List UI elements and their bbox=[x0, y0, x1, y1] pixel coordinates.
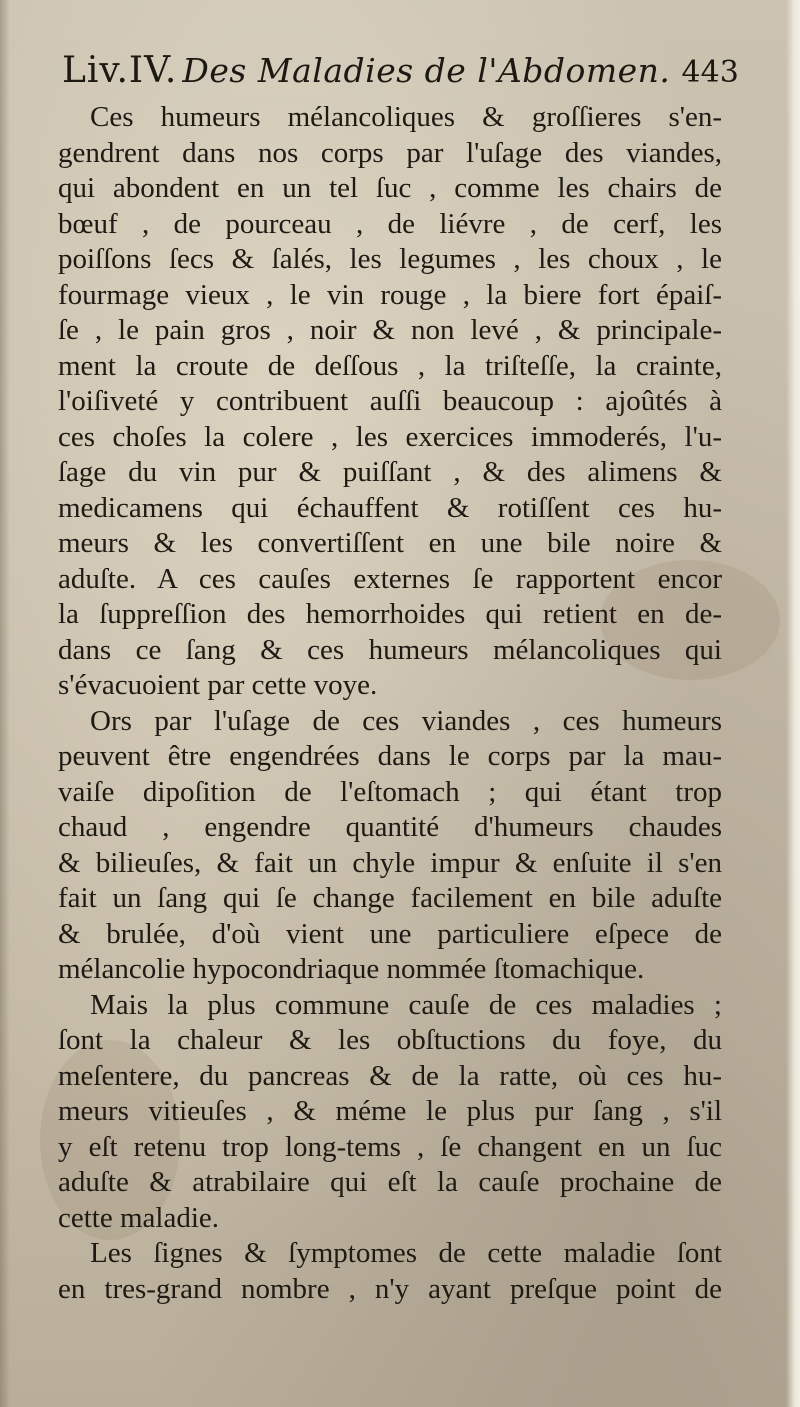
text-line: gendrent dans nos corps par l'uſage des viandes, bbox=[58, 136, 722, 169]
book-number: Liv.IV. bbox=[62, 50, 178, 91]
text-line: ſont la chaleur & les obſtuctions du foye, du bbox=[58, 1024, 722, 1056]
text-line: poiſſons ſecs & ſalés, les legumes , les choux , le bbox=[58, 243, 722, 275]
text-line: Mais la plus commune cauſe de ces maladies ; bbox=[90, 988, 722, 1021]
text-line: & brulée, d'où vient une particuliere eſpece de bbox=[58, 917, 722, 950]
text-line: fourmage vieux , le vin rouge , la biere fort épaiſ- bbox=[58, 278, 722, 311]
text-line: meurs & les convertiſſent en une bile noire & bbox=[58, 527, 722, 559]
text-line: aduſte & atrabilaire qui eſt la cauſe prochaine de bbox=[58, 1166, 722, 1198]
page-edge bbox=[786, 0, 800, 1407]
text-line: meurs vitieuſes , & méme le plus pur ſang , s'il bbox=[58, 1095, 722, 1127]
text-line: y eſt retenu trop long-tems , ſe changent en un ſuc bbox=[58, 1130, 722, 1163]
text-line: Ces humeurs mélancoliques & groſſieres s'en- bbox=[90, 101, 722, 133]
text-line: Ors par l'uſage de ces viandes , ces humeurs bbox=[90, 704, 722, 737]
page-gutter-shadow bbox=[0, 0, 10, 1407]
text-line: aduſte. A ces cauſes externes ſe rapportent encor bbox=[58, 562, 722, 595]
body-text bbox=[58, 100, 722, 1307]
running-header bbox=[62, 50, 739, 100]
text-line: ces choſes la colere , les exercices immoderés, l'u- bbox=[58, 420, 722, 453]
text-line: en tres-grand nombre , n'y ayant preſque point de bbox=[58, 1272, 722, 1305]
text-line: fait un ſang qui ſe change facilement en bile aduſte bbox=[58, 882, 722, 914]
text-line: bœuf , de pourceau , de liévre , de cerf, les bbox=[58, 207, 722, 240]
running-title: Des Maladies de l'Abdomen. bbox=[182, 51, 671, 90]
text-line: Les ſignes & ſymptomes de cette maladie ſont bbox=[90, 1237, 722, 1269]
text-line: ment la croute de deſſous , la triſteſſe, la crainte, bbox=[58, 349, 722, 382]
text-line: l'oiſiveté y contribuent auſſi beaucoup : ajoûtés à bbox=[58, 385, 722, 417]
text-line: ſe , le pain gros , noir & non levé , & principale- bbox=[58, 314, 722, 346]
text-line: medicamens qui échauffent & rotiſſent ces hu- bbox=[58, 491, 722, 524]
text-line: la ſuppreſſion des hemorrhoides qui retient en de- bbox=[58, 598, 722, 630]
text-line: dans ce ſang & ces humeurs mélancoliques qui bbox=[58, 633, 722, 666]
text-line: chaud , engendre quantité d'humeurs chaudes bbox=[58, 811, 722, 843]
text-line: meſentere, du pancreas & de la ratte, où ces hu- bbox=[58, 1059, 722, 1092]
text-line: mélancolie hypocondriaque nommée ſtomachique. bbox=[58, 953, 645, 985]
page-number: 443 bbox=[681, 55, 739, 90]
text-line: & bilieuſes, & fait un chyle impur & enſuite il s'en bbox=[58, 846, 722, 879]
text-line: vaiſe dipoſition de l'eſtomach ; qui étant trop bbox=[58, 775, 722, 808]
text-line: ſage du vin pur & puiſſant , & des alimens & bbox=[58, 456, 722, 488]
text-line: peuvent être engendrées dans le corps par la mau- bbox=[58, 740, 722, 772]
text-line: cette maladie. bbox=[58, 1201, 220, 1234]
text-line: s'évacuoient par cette voye. bbox=[58, 669, 378, 701]
text-line: qui abondent en un tel ſuc , comme les chairs de bbox=[58, 172, 722, 204]
